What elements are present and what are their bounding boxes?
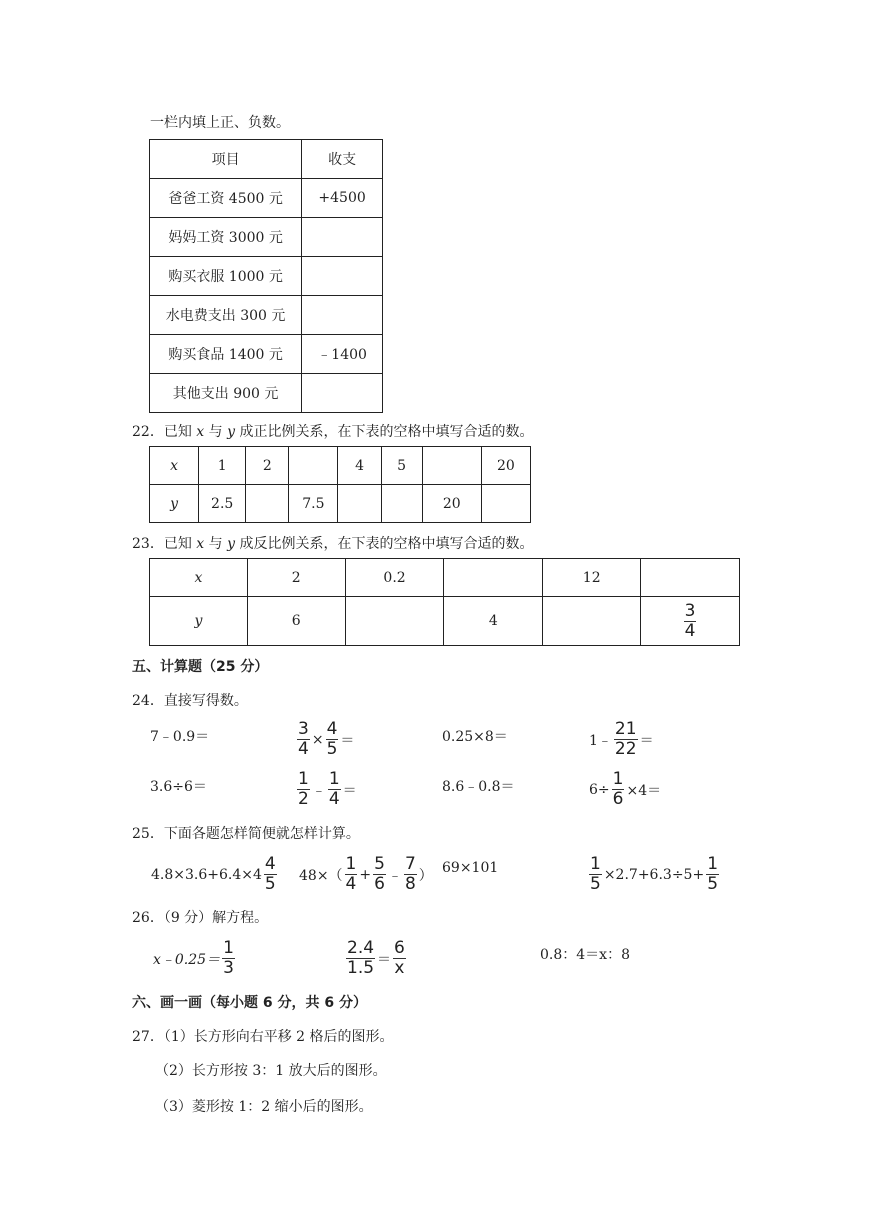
q24-item: $\frac{1}{2}$ ﹣ $\frac{1}{4}$ ＝ xyxy=(298,769,357,809)
table-cell: +4500 xyxy=(302,179,383,218)
q24-item: 3.6÷6＝ xyxy=(150,779,207,795)
q27-line: （2）长方形按 3：1 放大后的图形。 xyxy=(155,1063,387,1079)
table-cell: 0.2 xyxy=(345,559,444,597)
q27-line: （3）菱形按 1：2 缩小后的图形。 xyxy=(155,1099,373,1115)
q26-item: 0.8：4＝x：8 xyxy=(540,947,630,963)
blank-cell xyxy=(641,559,740,597)
fraction: $\frac{4}{5}$ xyxy=(326,719,338,759)
fraction: $\frac{4}{5}$ xyxy=(264,854,276,894)
q23-text: 23．已知 x 与 y 成反比例关系，在下表的空格中填写合适的数。 xyxy=(132,536,534,552)
q26-item: x﹣0.25＝ $\frac{1}{3}$ xyxy=(153,938,234,978)
fraction: $\frac{2.4}{1.5}$ xyxy=(347,938,375,978)
table-cell: y xyxy=(150,597,248,646)
table-cell: ﹣1400 xyxy=(302,335,383,374)
fraction: $\frac{5}{6}$ xyxy=(374,854,385,894)
fraction: $\frac{1}{5}$ xyxy=(707,854,719,894)
fraction: $\frac{1}{5}$ xyxy=(590,854,601,894)
table-cell: x xyxy=(150,447,199,485)
q24-item: 0.25×8＝ xyxy=(442,729,508,745)
q26-title: 26．（9 分）解方程。 xyxy=(132,910,269,926)
table-cell: 2 xyxy=(247,559,345,597)
q24-item: 8.6﹣0.8＝ xyxy=(442,779,515,795)
fraction: $\frac{1}{4}$ xyxy=(328,769,340,809)
income-table xyxy=(149,139,383,413)
q24-item: 1﹣ $\frac{21}{22}$ ＝ xyxy=(589,719,654,759)
q26-item: $\frac{2.4}{1.5}$ ＝ $\frac{6}{x}$ xyxy=(347,938,405,978)
intro-line: 一栏内填上正、负数。 xyxy=(150,115,290,131)
table-cell: 4 xyxy=(444,597,543,646)
q22-text: 22．已知 x 与 y 成正比例关系，在下表的空格中填写合适的数。 xyxy=(132,424,534,440)
table-cell: 6 xyxy=(247,597,345,646)
table-cell: 2 xyxy=(246,447,289,485)
blank-cell xyxy=(381,485,422,523)
blank-cell xyxy=(481,485,530,523)
fraction: $\frac{21}{22}$ xyxy=(614,719,637,759)
fraction: $\frac{7}{8}$ xyxy=(404,854,416,894)
table-cell: 妈妈工资 3000 元 xyxy=(150,218,302,257)
fraction-cell xyxy=(641,597,740,646)
table-cell: x xyxy=(150,559,248,597)
q22-table xyxy=(149,446,531,523)
fraction: $\frac{1}{2}$ xyxy=(298,769,309,809)
blank-cell xyxy=(543,597,641,646)
blank-cell xyxy=(345,597,444,646)
q27-line: 27．（1）长方形向右平移 2 格后的图形。 xyxy=(132,1029,394,1045)
table-cell: 5 xyxy=(381,447,422,485)
table-cell: 7.5 xyxy=(289,485,338,523)
section-heading: 六、画一画（每小题 6 分，共 6 分） xyxy=(132,995,367,1011)
fraction: $\frac{1}{3}$ xyxy=(223,938,234,978)
table-cell: 购买食品 1400 元 xyxy=(150,335,302,374)
blank-cell xyxy=(289,447,338,485)
fraction: $\frac{6}{x}$ xyxy=(394,938,405,978)
q23-table xyxy=(149,558,740,646)
q24-item: 6÷ $\frac{1}{6}$ ×4＝ xyxy=(589,769,662,809)
fraction: $\frac{1}{6}$ xyxy=(612,769,624,809)
blank-cell xyxy=(444,559,543,597)
section-heading: 五、计算题（25 分） xyxy=(132,659,269,675)
table-cell: 爸爸工资 4500 元 xyxy=(150,179,302,218)
q25-title: 25．下面各题怎样简便就怎样计算。 xyxy=(132,826,360,842)
blank-cell xyxy=(246,485,289,523)
blank-cell xyxy=(302,296,383,335)
blank-cell xyxy=(338,485,381,523)
table-cell: y xyxy=(150,485,199,523)
q24-item: $\frac{3}{4}$ × $\frac{4}{5}$ ＝ xyxy=(298,719,355,759)
q25-item: 69×101 xyxy=(442,860,499,876)
blank-cell xyxy=(302,257,383,296)
q24-item: 7﹣0.9＝ xyxy=(150,729,210,745)
q25-item: 4.8×3.6+6.4×4 $\frac{4}{5}$ xyxy=(151,854,276,894)
table-cell: 1 xyxy=(199,447,246,485)
fraction: $\frac{3}{4}$ xyxy=(684,600,696,641)
table-cell: 其他支出 900 元 xyxy=(150,374,302,413)
table-cell: 购买衣服 1000 元 xyxy=(150,257,302,296)
blank-cell xyxy=(302,374,383,413)
table-cell: 水电费支出 300 元 xyxy=(150,296,302,335)
fraction: $\frac{3}{4}$ xyxy=(298,719,309,759)
table-cell: 12 xyxy=(543,559,641,597)
table-cell: 2.5 xyxy=(199,485,246,523)
table-header: 收支 xyxy=(302,140,383,179)
table-cell: 20 xyxy=(481,447,530,485)
blank-cell xyxy=(422,447,481,485)
q25-item: 48×（ $\frac{1}{4}$ + $\frac{5}{6}$ ﹣ $\frac{7}{8}$ ） xyxy=(299,854,433,894)
q24-title: 24．直接写得数。 xyxy=(132,693,248,709)
table-cell: 4 xyxy=(338,447,381,485)
table-header: 项目 xyxy=(150,140,302,179)
q25-item: $\frac{1}{5}$ ×2.7+6.3÷5+ $\frac{1}{5}$ xyxy=(590,854,719,894)
fraction: $\frac{1}{4}$ xyxy=(345,854,357,894)
table-cell: 20 xyxy=(422,485,481,523)
blank-cell xyxy=(302,218,383,257)
